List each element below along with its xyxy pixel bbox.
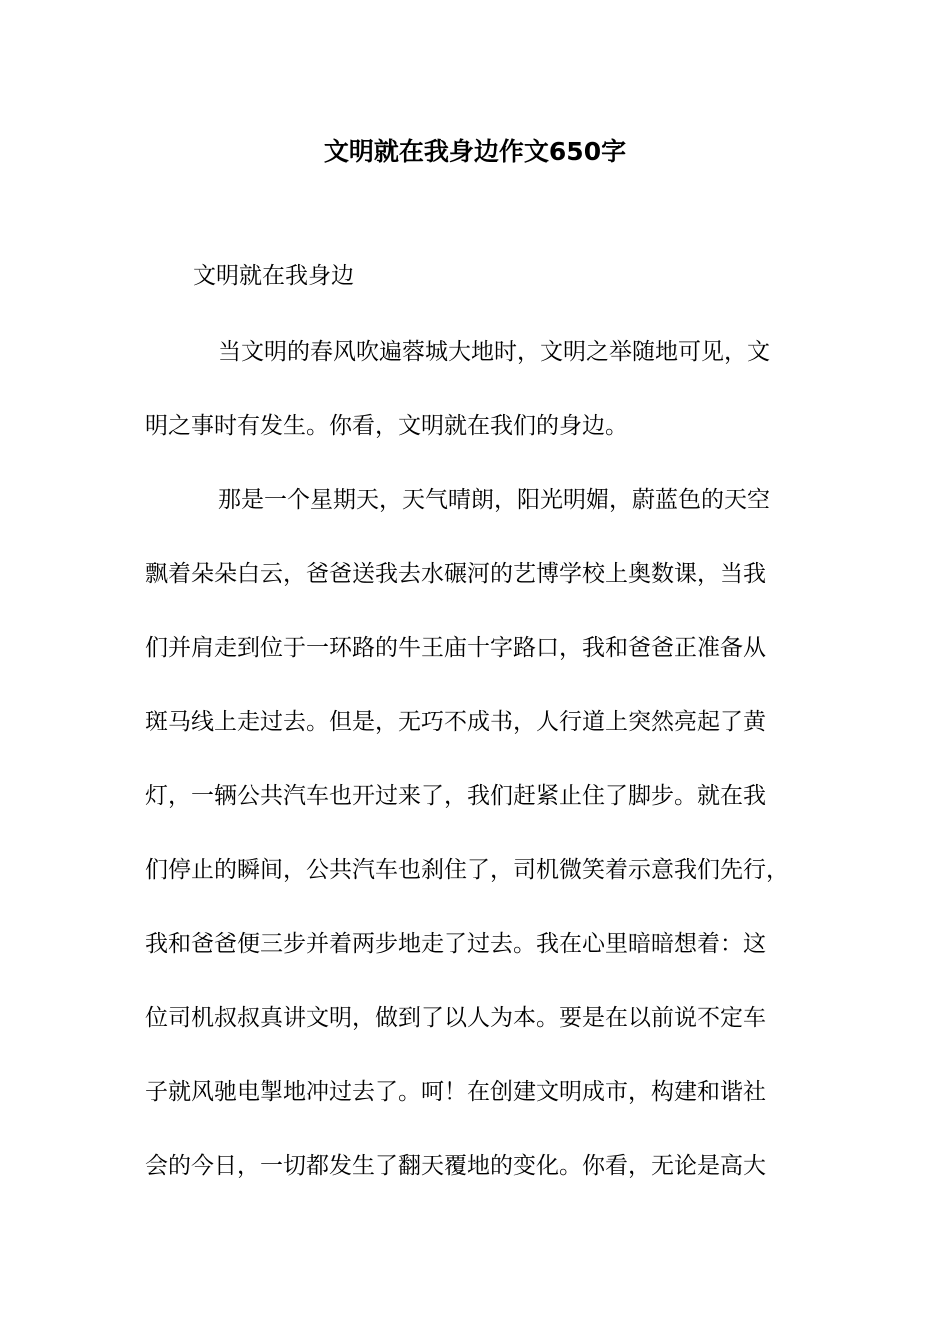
paragraph-line: 那是一个星期天，天气晴朗，阳光明媚，蔚蓝色的天空 <box>218 487 770 513</box>
paragraph-line: 明之事时有发生。你看，文明就在我们的身边。 <box>145 413 628 439</box>
paragraph-line: 斑马线上走过去。但是，无巧不成书，人行道上突然亮起了黄 <box>145 709 766 735</box>
paragraph-line: 子就风驰电掣地冲过去了。呵！在创建文明成市，构建和谐社 <box>145 1079 766 1105</box>
paragraph-line: 们停止的瞬间，公共汽车也刹住了，司机微笑着示意我们先行， <box>145 857 789 883</box>
document-title: 文明就在我身边作文650字 <box>323 137 627 166</box>
paragraph-line: 飘着朵朵白云，爸爸送我去水碾河的艺博学校上奥数课，当我 <box>145 561 766 587</box>
paragraph-line: 我和爸爸便三步并着两步地走了过去。我在心里暗暗想着：这 <box>145 931 766 957</box>
paragraph-line: 位司机叔叔真讲文明，做到了以人为本。要是在以前说不定车 <box>145 1005 766 1031</box>
paragraph-line: 会的今日，一切都发生了翻天覆地的变化。你看，无论是高大 <box>145 1153 766 1179</box>
paragraph-line: 们并肩走到位于一环路的牛王庙十字路口，我和爸爸正准备从 <box>145 635 766 661</box>
paragraph-line: 当文明的春风吹遍蓉城大地时，文明之举随地可见，文 <box>218 339 770 365</box>
essay-subtitle: 文明就在我身边 <box>193 263 354 289</box>
paragraph-line: 灯，一辆公共汽车也开过来了，我们赶紧止住了脚步。就在我 <box>145 783 766 809</box>
